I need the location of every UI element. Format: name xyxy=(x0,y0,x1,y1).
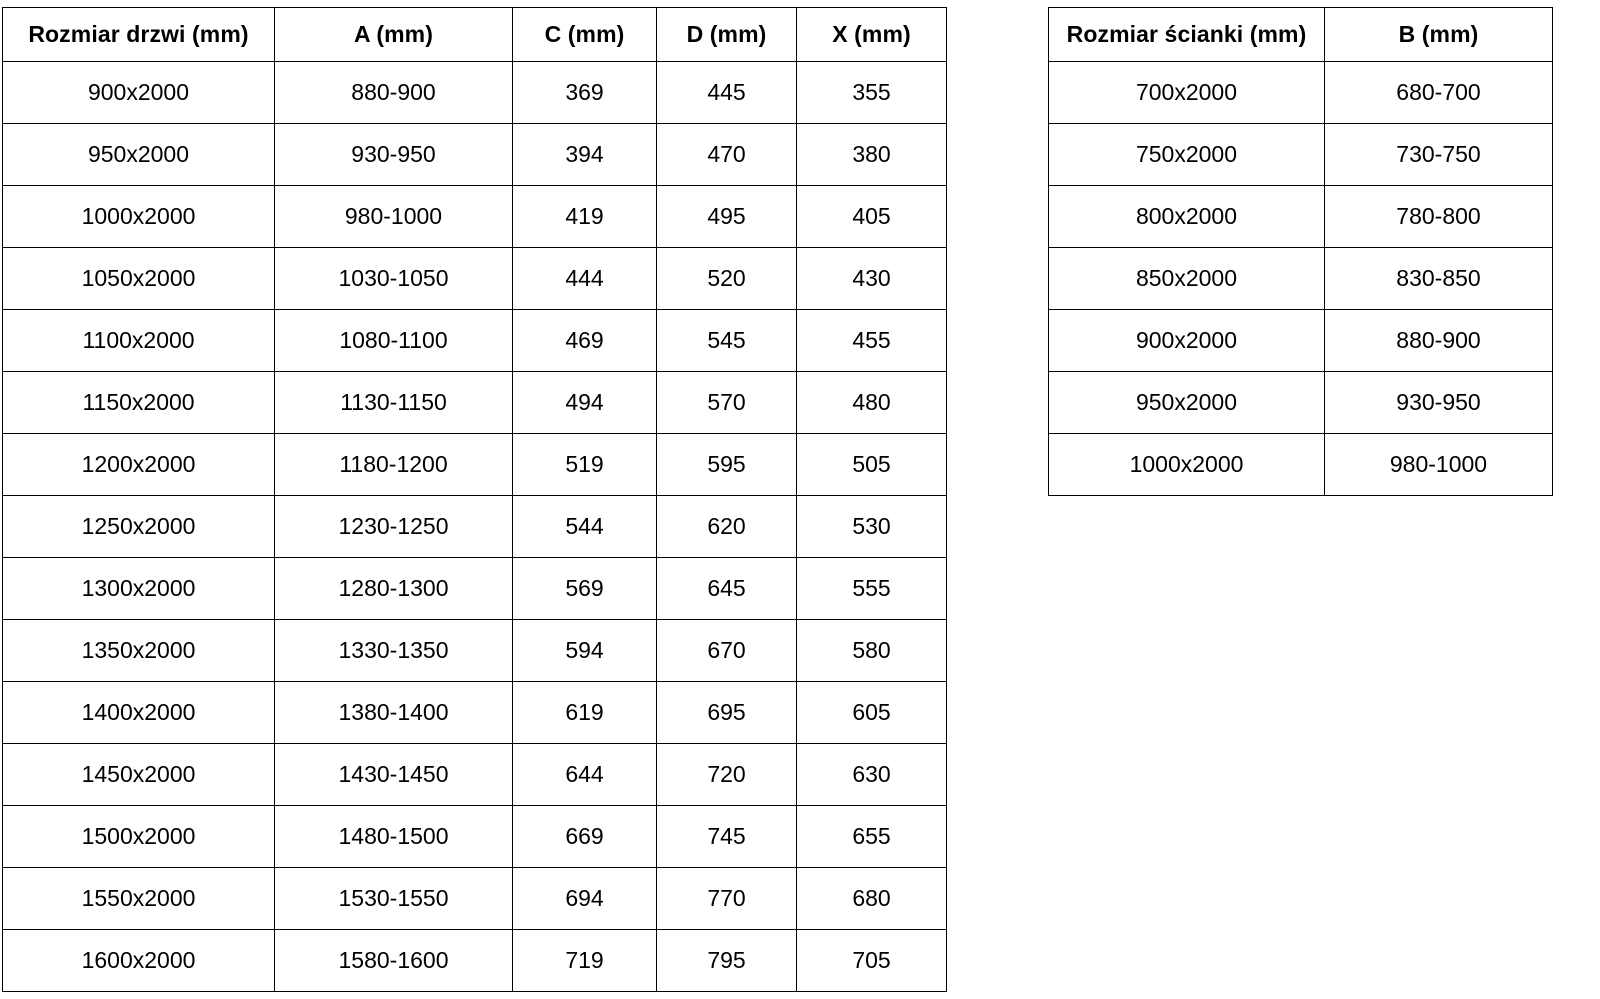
cell-door-size: 1100x2000 xyxy=(3,310,275,372)
cell-door-size: 1350x2000 xyxy=(3,620,275,682)
table-row xyxy=(3,930,947,992)
column-header-b: B (mm) xyxy=(1325,8,1553,62)
cell-d: 670 xyxy=(657,620,797,682)
column-header-wall-size: Rozmiar ścianki (mm) xyxy=(1049,8,1325,62)
table-row xyxy=(3,372,947,434)
table-row xyxy=(3,496,947,558)
column-header-c: C (mm) xyxy=(513,8,657,62)
cell-c: 544 xyxy=(513,496,657,558)
table-row xyxy=(3,124,947,186)
cell-b: 830-850 xyxy=(1325,248,1553,310)
walls-table-head xyxy=(1049,8,1553,62)
doors-dimensions-table-container xyxy=(2,7,946,992)
table-row xyxy=(3,558,947,620)
cell-d: 695 xyxy=(657,682,797,744)
cell-d: 445 xyxy=(657,62,797,124)
cell-x: 705 xyxy=(797,930,947,992)
cell-c: 419 xyxy=(513,186,657,248)
cell-b: 930-950 xyxy=(1325,372,1553,434)
cell-b: 680-700 xyxy=(1325,62,1553,124)
cell-b: 880-900 xyxy=(1325,310,1553,372)
table-row xyxy=(1049,186,1553,248)
walls-dimensions-table xyxy=(1048,7,1553,496)
cell-c: 694 xyxy=(513,868,657,930)
table-row xyxy=(3,682,947,744)
cell-c: 719 xyxy=(513,930,657,992)
table-row xyxy=(3,620,947,682)
table-row xyxy=(1049,372,1553,434)
cell-d: 620 xyxy=(657,496,797,558)
table-header-row xyxy=(3,8,947,62)
cell-x: 505 xyxy=(797,434,947,496)
cell-door-size: 900x2000 xyxy=(3,62,275,124)
cell-a: 1030-1050 xyxy=(275,248,513,310)
cell-d: 770 xyxy=(657,868,797,930)
cell-d: 545 xyxy=(657,310,797,372)
cell-x: 630 xyxy=(797,744,947,806)
table-row xyxy=(3,434,947,496)
cell-x: 380 xyxy=(797,124,947,186)
cell-a: 1330-1350 xyxy=(275,620,513,682)
cell-wall-size: 800x2000 xyxy=(1049,186,1325,248)
cell-c: 669 xyxy=(513,806,657,868)
cell-a: 1130-1150 xyxy=(275,372,513,434)
table-row xyxy=(3,62,947,124)
column-header-d: D (mm) xyxy=(657,8,797,62)
table-row xyxy=(1049,434,1553,496)
cell-door-size: 1450x2000 xyxy=(3,744,275,806)
table-row xyxy=(1049,310,1553,372)
cell-d: 795 xyxy=(657,930,797,992)
cell-a: 930-950 xyxy=(275,124,513,186)
cell-c: 619 xyxy=(513,682,657,744)
cell-b: 980-1000 xyxy=(1325,434,1553,496)
cell-c: 569 xyxy=(513,558,657,620)
cell-wall-size: 700x2000 xyxy=(1049,62,1325,124)
doors-dimensions-table xyxy=(2,7,947,992)
cell-a: 1280-1300 xyxy=(275,558,513,620)
cell-wall-size: 950x2000 xyxy=(1049,372,1325,434)
cell-a: 1480-1500 xyxy=(275,806,513,868)
cell-c: 519 xyxy=(513,434,657,496)
cell-door-size: 1400x2000 xyxy=(3,682,275,744)
cell-c: 594 xyxy=(513,620,657,682)
table-row xyxy=(3,868,947,930)
doors-table-body xyxy=(3,62,947,992)
cell-door-size: 1550x2000 xyxy=(3,868,275,930)
cell-b: 780-800 xyxy=(1325,186,1553,248)
cell-a: 1180-1200 xyxy=(275,434,513,496)
cell-door-size: 1150x2000 xyxy=(3,372,275,434)
cell-door-size: 1200x2000 xyxy=(3,434,275,496)
cell-b: 730-750 xyxy=(1325,124,1553,186)
walls-dimensions-table-container xyxy=(1048,7,1552,496)
cell-door-size: 1250x2000 xyxy=(3,496,275,558)
cell-d: 720 xyxy=(657,744,797,806)
cell-a: 1230-1250 xyxy=(275,496,513,558)
cell-c: 369 xyxy=(513,62,657,124)
cell-a: 880-900 xyxy=(275,62,513,124)
column-header-x: X (mm) xyxy=(797,8,947,62)
cell-wall-size: 850x2000 xyxy=(1049,248,1325,310)
cell-x: 605 xyxy=(797,682,947,744)
cell-a: 1380-1400 xyxy=(275,682,513,744)
cell-door-size: 1050x2000 xyxy=(3,248,275,310)
table-row xyxy=(1049,62,1553,124)
table-row xyxy=(1049,124,1553,186)
table-header-row xyxy=(1049,8,1553,62)
cell-x: 430 xyxy=(797,248,947,310)
cell-x: 405 xyxy=(797,186,947,248)
cell-door-size: 950x2000 xyxy=(3,124,275,186)
table-row xyxy=(3,186,947,248)
cell-x: 480 xyxy=(797,372,947,434)
cell-d: 495 xyxy=(657,186,797,248)
cell-d: 520 xyxy=(657,248,797,310)
cell-door-size: 1300x2000 xyxy=(3,558,275,620)
cell-d: 595 xyxy=(657,434,797,496)
cell-d: 745 xyxy=(657,806,797,868)
cell-a: 1580-1600 xyxy=(275,930,513,992)
cell-c: 444 xyxy=(513,248,657,310)
cell-x: 355 xyxy=(797,62,947,124)
table-row xyxy=(3,744,947,806)
cell-door-size: 1000x2000 xyxy=(3,186,275,248)
cell-c: 394 xyxy=(513,124,657,186)
cell-door-size: 1600x2000 xyxy=(3,930,275,992)
column-header-door-size: Rozmiar drzwi (mm) xyxy=(3,8,275,62)
cell-d: 645 xyxy=(657,558,797,620)
cell-x: 530 xyxy=(797,496,947,558)
table-row xyxy=(3,310,947,372)
cell-x: 680 xyxy=(797,868,947,930)
cell-door-size: 1500x2000 xyxy=(3,806,275,868)
cell-a: 1430-1450 xyxy=(275,744,513,806)
cell-d: 570 xyxy=(657,372,797,434)
cell-c: 644 xyxy=(513,744,657,806)
cell-d: 470 xyxy=(657,124,797,186)
table-row xyxy=(1049,248,1553,310)
cell-wall-size: 1000x2000 xyxy=(1049,434,1325,496)
cell-x: 655 xyxy=(797,806,947,868)
table-row xyxy=(3,248,947,310)
column-header-a: A (mm) xyxy=(275,8,513,62)
walls-table-body xyxy=(1049,62,1553,496)
cell-wall-size: 900x2000 xyxy=(1049,310,1325,372)
cell-c: 469 xyxy=(513,310,657,372)
table-row xyxy=(3,806,947,868)
cell-x: 580 xyxy=(797,620,947,682)
cell-a: 1080-1100 xyxy=(275,310,513,372)
doors-table-head xyxy=(3,8,947,62)
cell-x: 455 xyxy=(797,310,947,372)
cell-x: 555 xyxy=(797,558,947,620)
cell-a: 980-1000 xyxy=(275,186,513,248)
cell-c: 494 xyxy=(513,372,657,434)
cell-wall-size: 750x2000 xyxy=(1049,124,1325,186)
cell-a: 1530-1550 xyxy=(275,868,513,930)
